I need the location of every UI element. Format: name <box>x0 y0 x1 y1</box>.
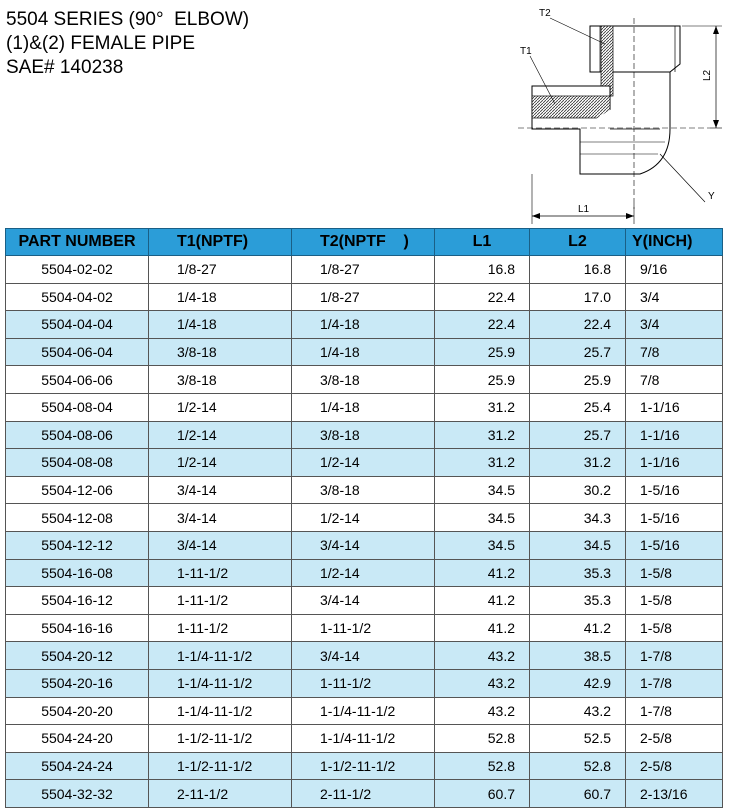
table-row <box>6 697 723 725</box>
t2-cell: 1/4-18 <box>292 311 435 339</box>
t1-cell: 1-11-1/2 <box>149 587 292 615</box>
l2-cell: 34.5 <box>530 531 626 559</box>
header-y: Y(INCH) <box>626 229 723 256</box>
l2-cell: 25.4 <box>530 393 626 421</box>
t2-cell: 3/4-14 <box>292 642 435 670</box>
y-cell: 1-1/16 <box>626 449 723 477</box>
table-row <box>6 531 723 559</box>
l2-label: L2 <box>702 69 713 81</box>
table-row <box>6 366 723 394</box>
t1-cell: 1-1/4-11-1/2 <box>149 669 292 697</box>
t2-cell: 1/8-27 <box>292 283 435 311</box>
y-cell: 1-5/16 <box>626 531 723 559</box>
t2-cell: 3/4-14 <box>292 587 435 615</box>
table-row <box>6 283 723 311</box>
y-cell: 2-13/16 <box>626 780 723 808</box>
part-number-cell: 5504-04-02 <box>6 283 149 311</box>
sae-number: SAE# 140238 <box>6 57 124 78</box>
y-label: Y <box>708 191 715 202</box>
y-cell: 1-5/16 <box>626 476 723 504</box>
t2-cell: 1/2-14 <box>292 559 435 587</box>
part-number-cell: 5504-24-24 <box>6 752 149 780</box>
part-number-cell: 5504-16-08 <box>6 559 149 587</box>
table-row <box>6 780 723 808</box>
l2-cell: 35.3 <box>530 587 626 615</box>
t1-cell: 1/4-18 <box>149 311 292 339</box>
l2-cell: 38.5 <box>530 642 626 670</box>
table-row <box>6 504 723 532</box>
l1-cell: 43.2 <box>435 669 530 697</box>
part-number-cell: 5504-06-04 <box>6 338 149 366</box>
part-number-cell: 5504-16-16 <box>6 614 149 642</box>
t1-cell: 3/8-18 <box>149 366 292 394</box>
part-number-cell: 5504-08-04 <box>6 393 149 421</box>
y-cell: 7/8 <box>626 338 723 366</box>
l1-cell: 41.2 <box>435 614 530 642</box>
part-number-cell: 5504-12-06 <box>6 476 149 504</box>
y-cell: 3/4 <box>626 311 723 339</box>
t1-cell: 3/4-14 <box>149 504 292 532</box>
t1-cell: 1-1/2-11-1/2 <box>149 752 292 780</box>
l1-cell: 22.4 <box>435 311 530 339</box>
t1-cell: 1-11-1/2 <box>149 559 292 587</box>
y-cell: 1-7/8 <box>626 669 723 697</box>
header-part-number: PART NUMBER <box>6 229 149 256</box>
series-subtitle: (1)&(2) FEMALE PIPE <box>6 33 195 54</box>
table-row <box>6 449 723 477</box>
l2-cell: 35.3 <box>530 559 626 587</box>
t2-cell: 1-1/4-11-1/2 <box>292 725 435 753</box>
y-cell: 2-5/8 <box>626 725 723 753</box>
y-cell: 1-1/16 <box>626 393 723 421</box>
l1-cell: 25.9 <box>435 338 530 366</box>
l2-cell: 17.0 <box>530 283 626 311</box>
y-cell: 3/4 <box>626 283 723 311</box>
l2-cell: 60.7 <box>530 780 626 808</box>
part-number-cell: 5504-24-20 <box>6 725 149 753</box>
t1-label: T1 <box>520 46 532 57</box>
table-row <box>6 725 723 753</box>
t2-cell: 2-11-1/2 <box>292 780 435 808</box>
table-row <box>6 669 723 697</box>
t2-cell: 1-11-1/2 <box>292 669 435 697</box>
t1-cell: 1/8-27 <box>149 256 292 284</box>
l1-cell: 52.8 <box>435 752 530 780</box>
l2-cell: 42.9 <box>530 669 626 697</box>
l2-cell: 43.2 <box>530 697 626 725</box>
l1-cell: 16.8 <box>435 256 530 284</box>
table-header-row <box>6 229 723 256</box>
t2-cell: 1-11-1/2 <box>292 614 435 642</box>
t1-cell: 1-11-1/2 <box>149 614 292 642</box>
part-number-cell: 5504-12-08 <box>6 504 149 532</box>
table-row <box>6 559 723 587</box>
t2-cell: 1-1/4-11-1/2 <box>292 697 435 725</box>
t2-cell: 3/8-18 <box>292 476 435 504</box>
t1-cell: 1/2-14 <box>149 393 292 421</box>
t1-cell: 3/8-18 <box>149 338 292 366</box>
table-row <box>6 393 723 421</box>
l2-cell: 22.4 <box>530 311 626 339</box>
part-number-cell: 5504-02-02 <box>6 256 149 284</box>
t1-cell: 1/2-14 <box>149 421 292 449</box>
l2-cell: 41.2 <box>530 614 626 642</box>
part-number-cell: 5504-04-04 <box>6 311 149 339</box>
l1-cell: 34.5 <box>435 531 530 559</box>
table-body <box>6 256 723 808</box>
l2-cell: 30.2 <box>530 476 626 504</box>
table-row <box>6 476 723 504</box>
l1-cell: 41.2 <box>435 559 530 587</box>
l1-cell: 60.7 <box>435 780 530 808</box>
l2-cell: 52.5 <box>530 725 626 753</box>
y-cell: 1-5/16 <box>626 504 723 532</box>
part-number-cell: 5504-20-12 <box>6 642 149 670</box>
t1-cell: 1-1/4-11-1/2 <box>149 642 292 670</box>
elbow-drawing <box>510 4 725 226</box>
part-number-cell: 5504-06-06 <box>6 366 149 394</box>
l2-cell: 52.8 <box>530 752 626 780</box>
table-row <box>6 338 723 366</box>
l2-cell: 16.8 <box>530 256 626 284</box>
y-cell: 7/8 <box>626 366 723 394</box>
header-l1: L1 <box>435 229 530 256</box>
table-row <box>6 256 723 284</box>
title-block <box>6 8 249 80</box>
t1-cell: 1-1/4-11-1/2 <box>149 697 292 725</box>
t1-cell: 3/4-14 <box>149 476 292 504</box>
t2-label: T2 <box>539 8 551 19</box>
t1-cell: 3/4-14 <box>149 531 292 559</box>
part-spec-table <box>5 228 723 808</box>
l2-cell: 25.7 <box>530 338 626 366</box>
l2-cell: 25.7 <box>530 421 626 449</box>
header-l2: L2 <box>530 229 626 256</box>
y-cell: 1-5/8 <box>626 614 723 642</box>
l1-cell: 25.9 <box>435 366 530 394</box>
l1-cell: 43.2 <box>435 697 530 725</box>
l1-label: L1 <box>578 204 590 215</box>
header-t2: T2(NPTF ) <box>292 229 435 256</box>
table-row <box>6 421 723 449</box>
l1-cell: 34.5 <box>435 476 530 504</box>
l1-cell: 41.2 <box>435 587 530 615</box>
table-row <box>6 752 723 780</box>
part-number-cell: 5504-08-08 <box>6 449 149 477</box>
t2-cell: 3/8-18 <box>292 366 435 394</box>
part-number-cell: 5504-12-12 <box>6 531 149 559</box>
t2-cell: 1/8-27 <box>292 256 435 284</box>
table-row <box>6 614 723 642</box>
l1-cell: 34.5 <box>435 504 530 532</box>
y-cell: 1-7/8 <box>626 642 723 670</box>
y-cell: 9/16 <box>626 256 723 284</box>
part-number-cell: 5504-16-12 <box>6 587 149 615</box>
part-number-cell: 5504-20-16 <box>6 669 149 697</box>
t2-cell: 1/4-18 <box>292 338 435 366</box>
l1-cell: 43.2 <box>435 642 530 670</box>
t1-cell: 1-1/2-11-1/2 <box>149 725 292 753</box>
t2-cell: 1/2-14 <box>292 504 435 532</box>
part-number-cell: 5504-08-06 <box>6 421 149 449</box>
l1-cell: 31.2 <box>435 393 530 421</box>
l2-cell: 25.9 <box>530 366 626 394</box>
header-t1: T1(NPTF) <box>149 229 292 256</box>
t1-cell: 2-11-1/2 <box>149 780 292 808</box>
l1-cell: 31.2 <box>435 421 530 449</box>
t2-cell: 1-1/2-11-1/2 <box>292 752 435 780</box>
t2-cell: 1/2-14 <box>292 449 435 477</box>
l2-cell: 34.3 <box>530 504 626 532</box>
t1-cell: 1/4-18 <box>149 283 292 311</box>
y-cell: 1-1/16 <box>626 421 723 449</box>
y-cell: 2-5/8 <box>626 752 723 780</box>
y-cell: 1-5/8 <box>626 559 723 587</box>
t2-cell: 3/4-14 <box>292 531 435 559</box>
y-cell: 1-5/8 <box>626 587 723 615</box>
l2-cell: 31.2 <box>530 449 626 477</box>
l1-cell: 52.8 <box>435 725 530 753</box>
y-cell: 1-7/8 <box>626 697 723 725</box>
table-row <box>6 311 723 339</box>
t2-cell: 1/4-18 <box>292 393 435 421</box>
l1-cell: 31.2 <box>435 449 530 477</box>
t2-cell: 3/8-18 <box>292 421 435 449</box>
table-row <box>6 587 723 615</box>
series-title: 5504 SERIES (90° ELBOW) <box>6 9 250 30</box>
part-number-cell: 5504-20-20 <box>6 697 149 725</box>
part-number-cell: 5504-32-32 <box>6 780 149 808</box>
table-row <box>6 642 723 670</box>
l1-cell: 22.4 <box>435 283 530 311</box>
t1-cell: 1/2-14 <box>149 449 292 477</box>
